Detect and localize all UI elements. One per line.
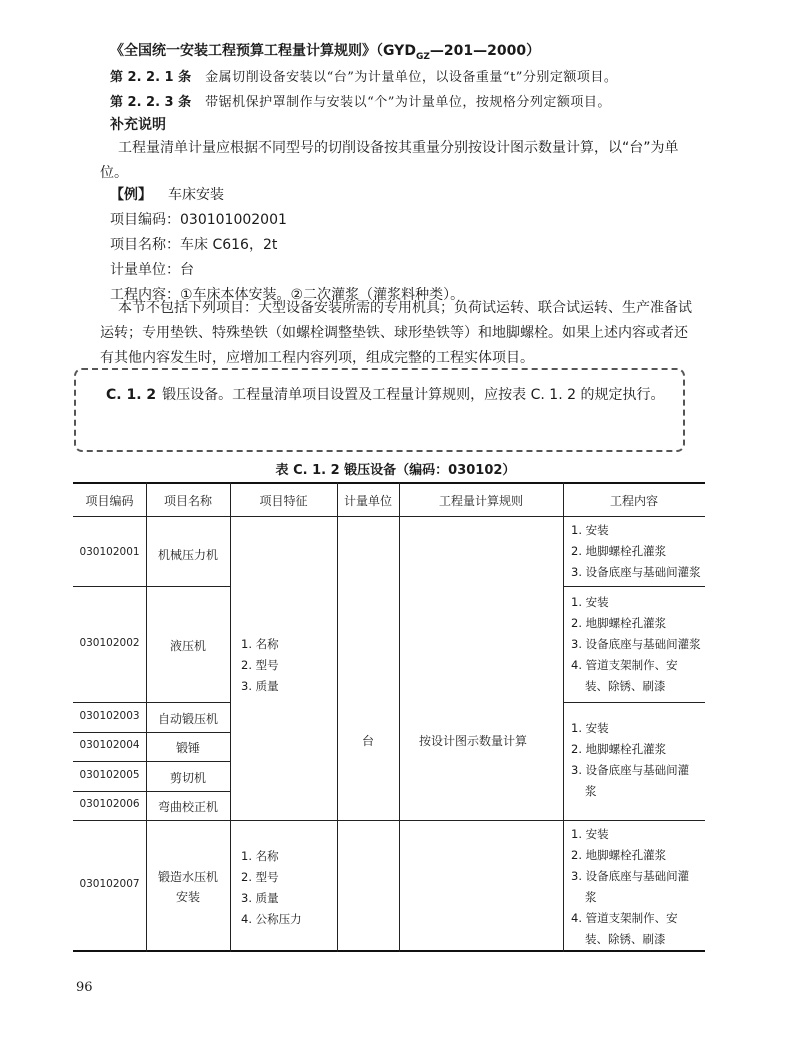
row-code: 030102005 <box>79 769 140 781</box>
feature-item: 1. 名称 <box>241 637 279 651</box>
page-number: 96 <box>76 980 93 995</box>
row-rule <box>73 586 146 587</box>
col-rule <box>563 482 564 952</box>
exclusion-text: 本节不包括下列项目：大型设备安装所需的专用机具；负荷试运转、联合试运转、生产准备试运转；专用垫铁、特殊垫铁（如螺栓调整垫铁、球形垫铁等）和地脚螺栓。如果上述内容或者还有其他内容发生时，应增加工程内容列项，组成完整的工程实体项目。 <box>100 300 692 366</box>
content-item: 1. 安装 <box>571 595 609 609</box>
header-feature: 项目特征 <box>259 494 308 508</box>
row-code: 030102003 <box>79 710 140 722</box>
col-rule <box>230 482 231 952</box>
content-item: 浆 <box>585 890 597 904</box>
header-unit: 计量单位 <box>343 494 392 508</box>
feature-item: 2. 型号 <box>241 658 279 672</box>
example-code: 项目编码：030101002001 <box>110 212 287 228</box>
features-list-a <box>241 634 279 697</box>
contents-list-4 <box>571 824 689 950</box>
contents-list-1 <box>571 520 701 583</box>
row-name: 机械压力机 <box>157 548 218 562</box>
callout-box <box>74 368 685 452</box>
content-item: 2. 地脚螺栓孔灌浆 <box>571 742 667 756</box>
feature-item: 1. 名称 <box>241 849 279 863</box>
contents-list-2 <box>571 592 701 697</box>
content-item: 1. 安装 <box>571 721 609 735</box>
row-rule <box>73 761 230 762</box>
row-rule <box>146 586 230 587</box>
rule-number: 第 2. 2. 3 条 <box>110 95 192 110</box>
content-item: 3. 设备底座与基础间灌浆 <box>571 637 701 651</box>
row-code: 030102007 <box>79 878 140 890</box>
row-code: 030102004 <box>79 739 140 751</box>
unit-cell: 台 <box>361 734 374 748</box>
rule-text: 带锯机保护罩制作与安装以“个”为计量单位，按规格分列定额项目。 <box>205 95 611 110</box>
content-item: 浆 <box>585 784 597 798</box>
content-item: 4. 管道支架制作、安 <box>571 911 678 925</box>
example-label: 【例】 <box>110 187 152 203</box>
equipment-table <box>73 482 705 952</box>
rule-text: 金属切削设备安装以“台”为计量单位，以设备重量“t”分别定额项目。 <box>205 70 618 85</box>
features-list-b <box>241 846 302 930</box>
callout-text: 锻压设备。工程量清单项目设置及工程量计算规则，应按表 C. 1. 2 的规定执行。 <box>162 387 665 403</box>
content-item: 装、除锈、刷漆 <box>585 679 666 693</box>
row-name: 剪切机 <box>169 771 206 785</box>
rule-cell: 按设计图示数量计算 <box>419 734 528 748</box>
row-rule <box>563 586 705 587</box>
table-top-rule <box>73 482 705 484</box>
regulation-heading <box>110 40 540 62</box>
row-name: 液压机 <box>169 639 206 653</box>
row-name-line2: 安装 <box>175 890 200 904</box>
content-item: 4. 管道支架制作、安 <box>571 658 678 672</box>
row-rule <box>563 702 705 703</box>
row-rule <box>73 791 230 792</box>
heading-suffix: —201—2000） <box>429 43 541 59</box>
header-rule: 工程量计算规则 <box>438 494 523 508</box>
example-unit: 计量单位：台 <box>110 262 194 278</box>
table-title: 表 C. 1. 2 锻压设备（编码：030102） <box>275 463 516 478</box>
feature-item: 4. 公称压力 <box>241 912 302 926</box>
contents-list-3 <box>571 718 689 802</box>
row-code: 030102001 <box>79 546 140 558</box>
supplement-title: 补充说明 <box>110 117 166 133</box>
callout-code: C. 1. 2 <box>106 387 157 403</box>
supplement-text: 工程量清单计量应根据不同型号的切削设备按其重量分别按设计图示数量计算，以“台”为单位。 <box>100 140 679 181</box>
header-code: 项目编码 <box>85 494 134 508</box>
row-name: 自动锻压机 <box>157 712 218 726</box>
example-content: 工程内容：①车床本体安装。②二次灌浆（灌浆料种类）。 <box>110 287 465 303</box>
row-rule <box>73 702 230 703</box>
content-item: 2. 地脚螺栓孔灌浆 <box>571 848 667 862</box>
content-item: 2. 地脚螺栓孔灌浆 <box>571 616 667 630</box>
feature-item: 3. 质量 <box>241 679 279 693</box>
row-name: 弯曲校正机 <box>157 800 218 814</box>
rule-number: 第 2. 2. 1 条 <box>110 70 192 85</box>
heading-subscript: GZ <box>415 51 430 62</box>
table-bottom-rule <box>73 950 705 952</box>
content-item: 3. 设备底座与基础间灌浆 <box>571 565 701 579</box>
example-name: 项目名称：车床 C616，2t <box>110 237 278 253</box>
content-item: 1. 安装 <box>571 523 609 537</box>
rule-2-2-1 <box>110 66 617 85</box>
feature-item: 2. 型号 <box>241 870 279 884</box>
col-rule <box>337 482 338 952</box>
content-item: 1. 安装 <box>571 827 609 841</box>
row-code: 030102002 <box>79 637 140 649</box>
row-rule <box>73 820 705 821</box>
feature-item: 3. 质量 <box>241 891 279 905</box>
callout-content <box>106 382 666 408</box>
header-rule <box>73 516 705 517</box>
col-rule <box>399 482 400 952</box>
row-rule <box>73 732 230 733</box>
header-content: 工程内容 <box>609 494 658 508</box>
example-title: 车床安装 <box>168 187 224 203</box>
content-item: 3. 设备底座与基础间灌 <box>571 763 690 777</box>
row-code: 030102006 <box>79 798 140 810</box>
rule-2-2-3 <box>110 91 611 110</box>
content-item: 3. 设备底座与基础间灌 <box>571 869 690 883</box>
row-name: 锻锤 <box>175 741 200 755</box>
heading-prefix: 《全国统一安装工程预算工程量计算规则》（GYD <box>110 43 416 59</box>
row-name-line1: 锻造水压机 <box>157 870 218 884</box>
header-name: 项目名称 <box>163 494 212 508</box>
content-item: 装、除锈、刷漆 <box>585 932 666 946</box>
example-header <box>110 184 224 204</box>
content-item: 2. 地脚螺栓孔灌浆 <box>571 544 667 558</box>
